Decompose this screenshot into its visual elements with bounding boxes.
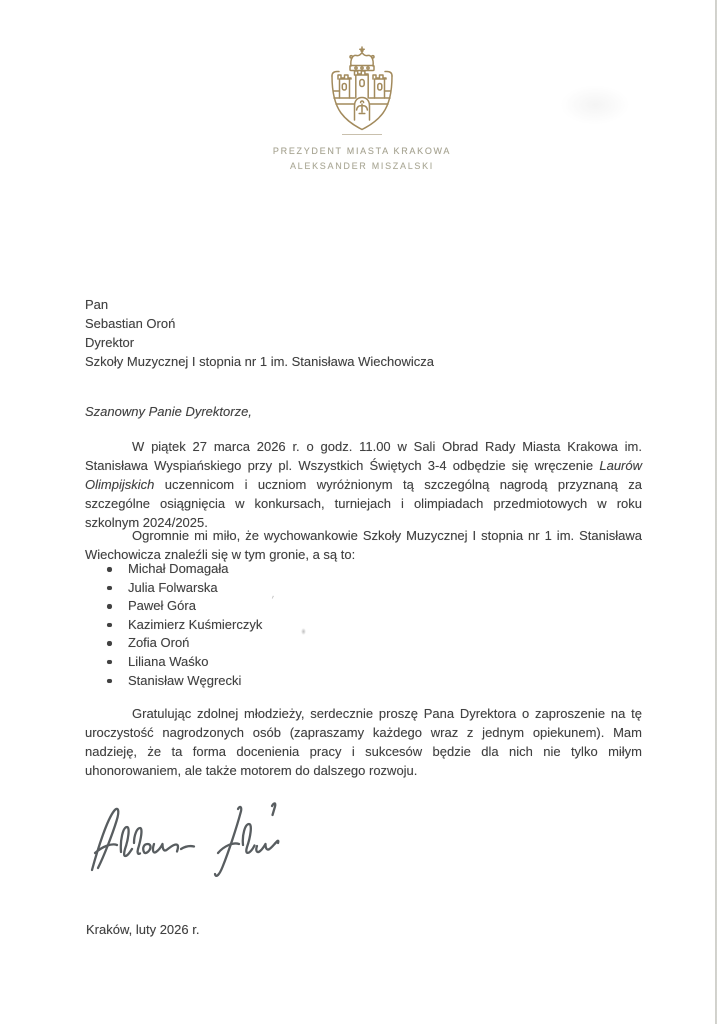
laureate-item: Julia Folwarska	[85, 579, 642, 598]
letterhead-divider	[342, 134, 382, 135]
scan-artifact-speck	[301, 628, 306, 635]
paragraph-closing: Gratulując zdolnej młodzieży, serdecznie proszę Pana Dyrektora o zaproszenie na tę uroczystość nagrodzonych osób (zapraszamy każdego wraz z jednym opiekunem). Mam nadzieję, że ta forma docenienia pracy i sukcesów będzie dla nich nie tylko miłym uhonorowaniem, ale także motorem do dalszego rozwoju.	[85, 706, 642, 778]
scan-artifact-tick: ′	[269, 592, 275, 608]
krakow-coat-of-arms-icon	[328, 46, 396, 132]
laureate-item: Paweł Góra	[85, 597, 642, 616]
recipient-line-salutation: Pan	[85, 297, 109, 312]
laureate-item: Liliana Waśko	[85, 653, 642, 672]
scan-artifact-dust	[560, 85, 630, 125]
laureate-item: Michał Domagała	[85, 560, 642, 579]
paragraph-event-announcement	[85, 437, 642, 532]
letter-salutation: Szanowny Panie Dyrektorze,	[85, 404, 252, 419]
recipient-line-name: Sebastian Oroń	[85, 316, 176, 331]
laureates-list	[85, 560, 642, 690]
award-name-italic: Laurów Olimpijskich	[85, 458, 642, 492]
paragraph-laureates-intro: Ogromnie mi miło, że wychowankowie Szkoły Muzycznej I stopnia nr 1 im. Stanisława Wiechowicza znaleźli się w tym gronie, a są to:	[85, 528, 642, 562]
recipient-line-institution: Szkoły Muzycznej I stopnia nr 1 im. Stanisława Wiechowicza	[85, 354, 434, 369]
place-date: Kraków, luty 2026 r.	[86, 922, 200, 937]
scan-edge-line	[715, 0, 717, 1024]
letterhead-office-title: PREZYDENT MIASTA KRAKOWA	[272, 146, 452, 156]
paragraph-text: uczennicom i uczniom wyróżnionym tą szczególną nagrodą przyznaną za szczególne osiągnięcia w konkursach, turniejach i olimpiadach przedmiotowych w roku szkolnym 2024/2025.	[85, 477, 642, 530]
recipient-block	[85, 295, 642, 371]
paragraph-text: W piątek 27 marca 2026 r. o godz. 11.00 w Sali Obrad Rady Miasta Krakowa im. Stanisława Wyspiańskiego przy pl. Wszystkich Świętych 3-4 odbędzie się wręczenie	[85, 439, 642, 473]
letterhead-president-name: ALEKSANDER MISZALSKI	[289, 161, 435, 171]
recipient-line-role: Dyrektor	[85, 335, 135, 350]
laureate-item: Kazimierz Kuśmierczyk	[85, 616, 642, 635]
laureate-item: Zofia Oroń	[85, 634, 642, 653]
handwritten-signature-icon	[86, 800, 288, 882]
laureate-item: Stanisław Węgrecki	[85, 672, 642, 691]
